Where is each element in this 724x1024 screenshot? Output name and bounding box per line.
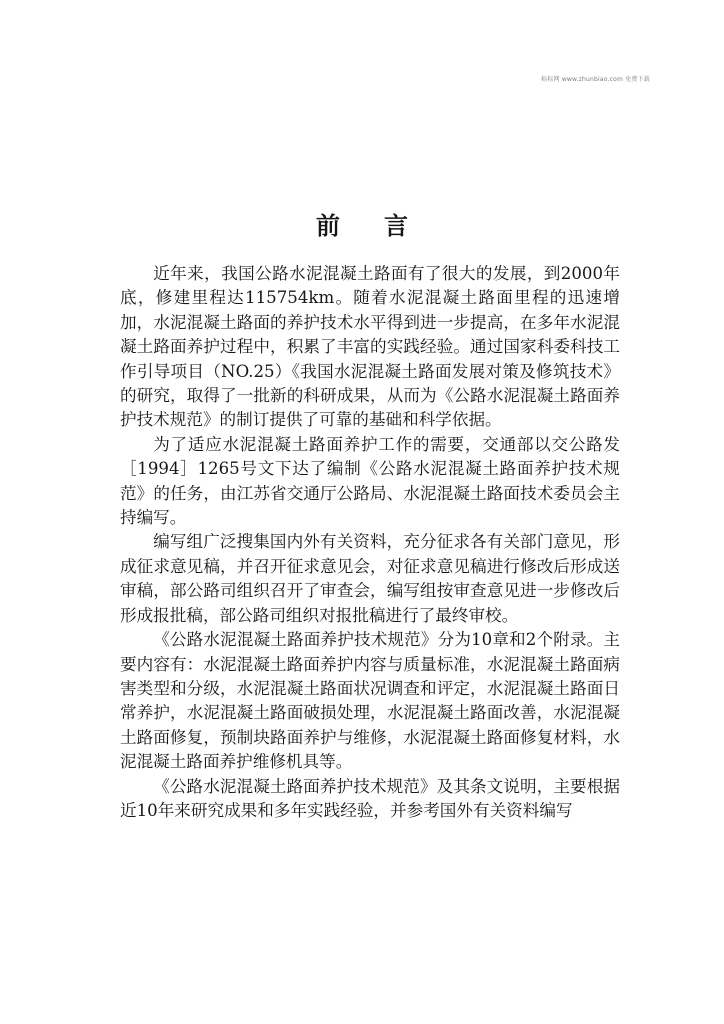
page-title: 前言 [316,211,452,240]
paragraph-drafting-process: 编写组广泛搜集国内外有关资料，充分征求各有关部门意见，形成征求意见稿，并召开征求意见会，对征求意见稿进行修改后形成送审稿，部公路司组织召开了审查会，编写组按审查意见进一步修改后形成报批稿，部公路司组织对报批稿进行了最终审校。 [120,532,620,625]
paragraph-contents: 《公路水泥混凝土路面养护技术规范》分为10章和2个附录。主要内容有：水泥混凝土路面养护内容与质量标准，水泥混凝土路面病害类型和分级，水泥混凝土路面状况调查和评定，水泥混凝土路面日常养护，水泥混凝土路面破损处理，水泥混凝土路面改善，水泥混凝土路面修复，预制块路面养护与维修，水泥混凝土路面修复材料，水泥混凝土路面养护维修机具等。 [120,630,620,772]
paragraph-basis: 《公路水泥混凝土路面养护技术规范》及其条文说明，主要根据近10年来研究成果和多年实践经验，并参考国外有关资料编写 [120,776,620,820]
preface-body [120,262,620,823]
watermark: 标标网 www.zhunbiao.com 免费下载 [541,76,650,83]
paragraph-development: 近年来，我国公路水泥混凝土路面有了很大的发展，到2000年底，修建里程达115754km。随着水泥混凝土路面里程的迅速增加，水泥混凝土路面的养护技术水平得到进一步提高，在多年水泥混凝土路面养护过程中，积累了丰富的实践经验。通过国家科委科技工作引导项目（NO.25）《我国水泥混凝土路面发展对策及修筑技术》的研究，取得了一批新的科研成果，从而为《公路水泥混凝土路面养护技术规范》的制订提供了可靠的基础和科学依据。 [120,264,620,430]
paragraph-task-assignment: 为了适应水泥混凝土路面养护工作的需要，交通部以交公路发［1994］1265号文下达了编制《公路水泥混凝土路面养护技术规范》的任务，由江苏省交通厅公路局、水泥混凝土路面技术委员会主持编写。 [120,434,620,528]
